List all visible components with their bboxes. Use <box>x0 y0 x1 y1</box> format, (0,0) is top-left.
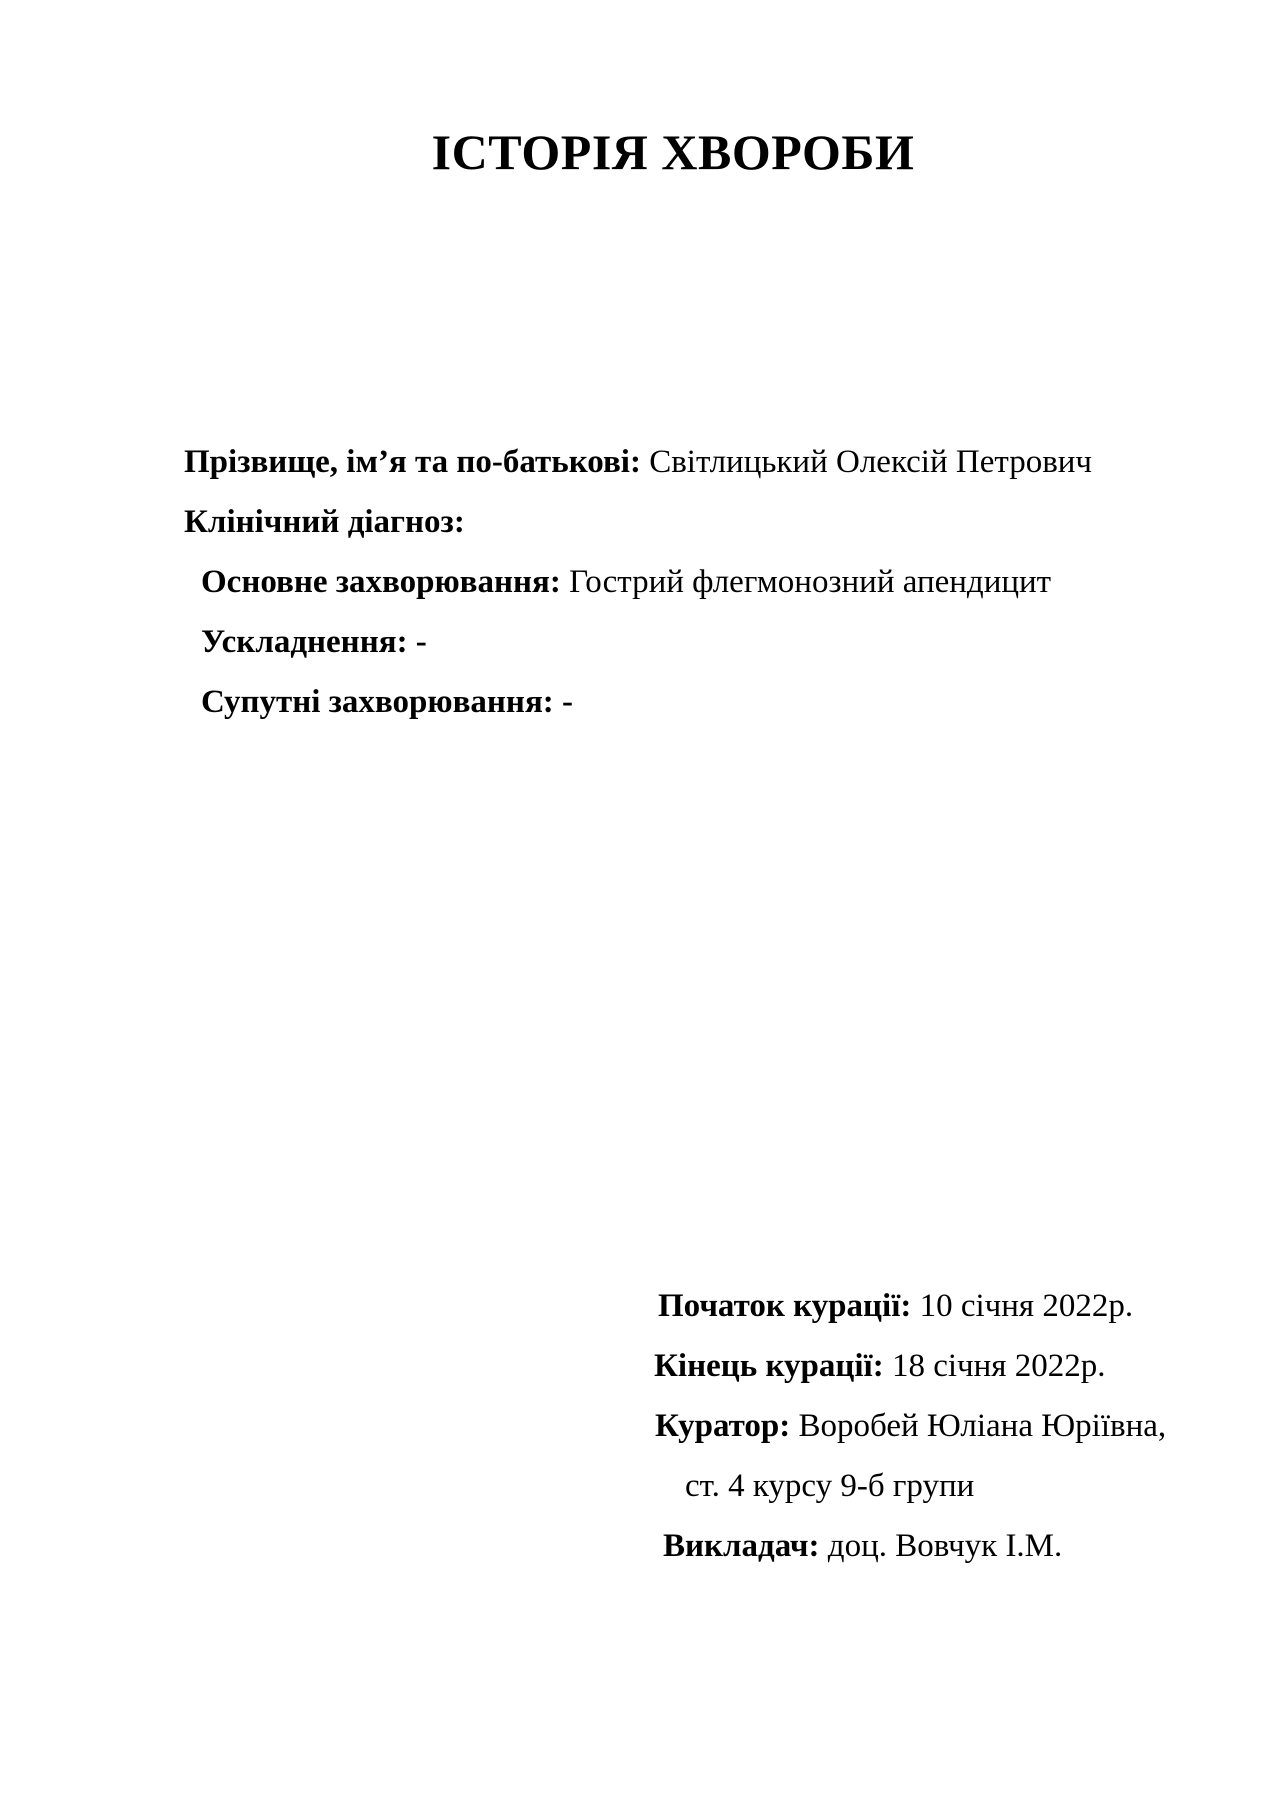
main-disease-label: Основне захворювання: <box>201 564 561 600</box>
comorbidities-line <box>201 682 573 722</box>
curation-start-line <box>658 1286 1133 1326</box>
document-title: ІСТОРІЯ ХВОРОБИ <box>431 124 915 180</box>
curation-start-value: 10 січня 2022р. <box>911 1288 1134 1324</box>
teacher-label: Викладач: <box>663 1528 820 1564</box>
curation-start-label: Початок курації: <box>658 1288 912 1324</box>
patient-name-line <box>184 442 1092 482</box>
curation-end-value: 18 січня 2022р. <box>883 1348 1106 1384</box>
complications-line <box>201 622 427 662</box>
teacher-line <box>663 1526 1062 1566</box>
patient-name-value: Світлицький Олексій Петрович <box>640 444 1093 480</box>
curator-value: Воробей Юліана Юріївна, <box>790 1408 1167 1444</box>
comorbidities-label: Супутні захворювання: - <box>201 684 574 720</box>
main-disease-line <box>201 562 1051 602</box>
curation-end-line <box>654 1346 1105 1386</box>
complications-label: Ускладнення: - <box>201 624 427 660</box>
clinical-diagnosis-label: Клінічний діагноз: <box>184 504 465 540</box>
curation-end-label: Кінець курації: <box>654 1348 884 1384</box>
patient-name-label: Прізвище, ім’я та по-батькові: <box>184 444 641 480</box>
curator-group-line: ст. 4 курсу 9-б групи <box>685 1468 975 1504</box>
curator-label: Куратор: <box>655 1408 791 1444</box>
clinical-diagnosis-line <box>184 502 465 542</box>
curator-line <box>655 1406 1166 1446</box>
teacher-value: доц. Вовчук І.М. <box>819 1528 1063 1564</box>
main-disease-value: Гострий флегмонозний апендицит <box>560 564 1052 600</box>
